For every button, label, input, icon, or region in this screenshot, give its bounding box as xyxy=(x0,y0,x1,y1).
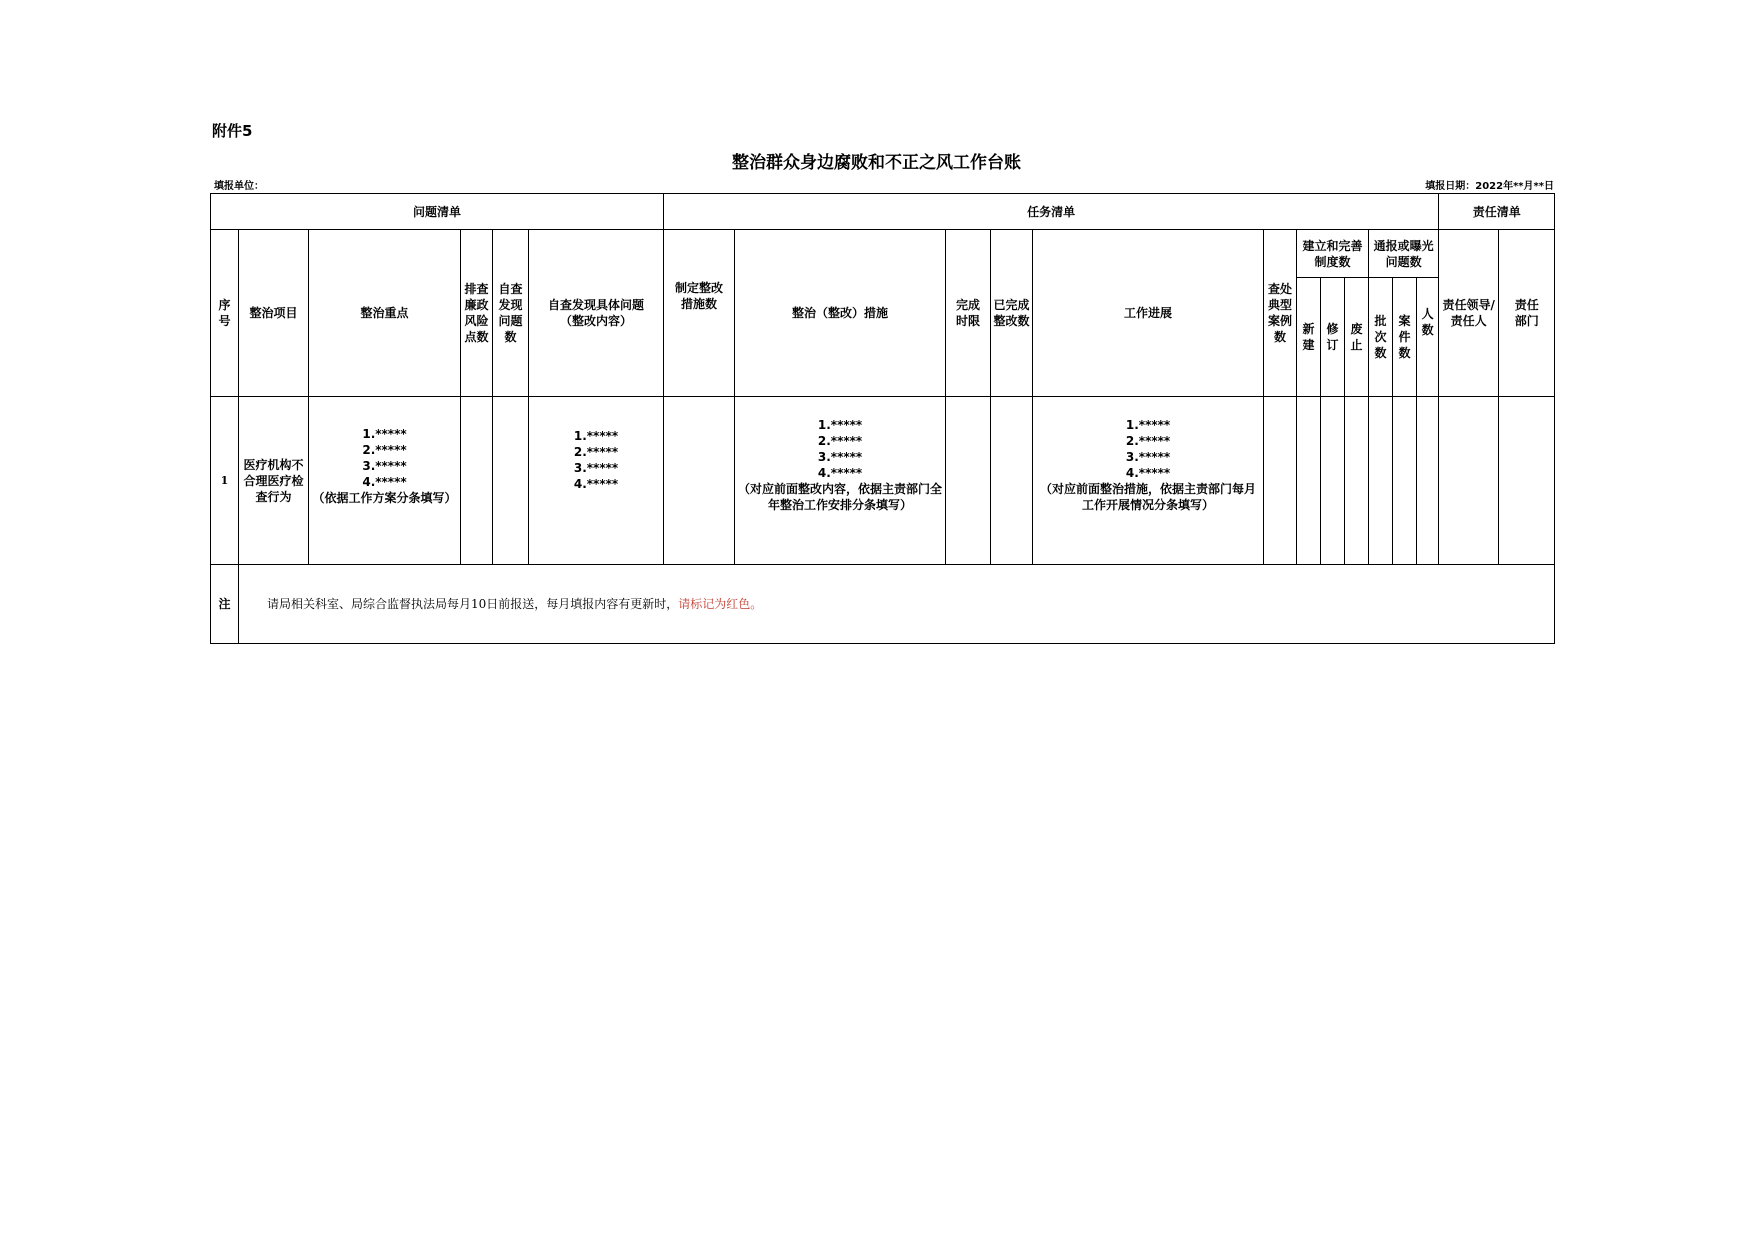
row-report-people xyxy=(1417,397,1439,565)
header-risk-points: 排查 廉政 风险 点数 xyxy=(461,230,493,397)
header-report-cases: 案 件 数 xyxy=(1393,278,1417,397)
header-report-people: 人 数 xyxy=(1417,278,1439,397)
reporting-date-label: 填报日期：2022年**月**日 xyxy=(1425,181,1554,192)
group-task-list: 任务清单 xyxy=(664,194,1439,230)
row-risk-points xyxy=(461,397,493,565)
header-seq: 序 号 xyxy=(211,230,239,397)
row-system-abolished xyxy=(1345,397,1369,565)
group-problem-list: 问题清单 xyxy=(211,194,664,230)
header-focus: 整治重点 xyxy=(309,230,461,397)
note-row xyxy=(211,565,1555,644)
row-deadline xyxy=(946,397,991,565)
note-red-instruction: 请标记为红色。 xyxy=(678,597,763,611)
header-responsible-leader: 责任领导/ 责任人 xyxy=(1439,230,1499,397)
header-system-new: 新 建 xyxy=(1297,278,1321,397)
row-completed-count xyxy=(991,397,1033,565)
row-specific-issues: 1.***** 2.***** 3.***** 4.***** xyxy=(529,397,664,565)
row-responsible-dept xyxy=(1499,397,1555,565)
header-item: 整治项目 xyxy=(239,230,309,397)
header-report-batches: 批 次 数 xyxy=(1369,278,1393,397)
header-measure-count: 制定整改 措施数 xyxy=(664,230,735,397)
row-responsible-leader xyxy=(1439,397,1499,565)
header-measures: 整治（整改）措施 xyxy=(735,230,946,397)
header-typical-cases: 查处 典型 案例 数 xyxy=(1264,230,1297,397)
row-seq: 1 xyxy=(211,397,239,565)
row-item: 医疗机构不 合理医疗检 查行为 xyxy=(239,397,309,565)
header-system-abolished: 废 止 xyxy=(1345,278,1369,397)
header-system-revised: 修 订 xyxy=(1321,278,1345,397)
header-self-check-count: 自查 发现 问题 数 xyxy=(493,230,529,397)
row-measures: 1.***** 2.***** 3.***** 4.***** （对应前面整改内容，依据主责部门全 年整治工作安排分条填写） xyxy=(735,397,946,565)
row-report-cases xyxy=(1393,397,1417,565)
row-report-batches xyxy=(1369,397,1393,565)
annex-label: 附件5 xyxy=(212,122,253,140)
header-specific-issues: 自查发现具体问题 （整改内容） xyxy=(529,230,664,397)
group-header-row xyxy=(211,194,1555,230)
header-completed-count: 已完成 整改数 xyxy=(991,230,1033,397)
header-system-count: 建立和完善 制度数 xyxy=(1297,230,1369,278)
reporting-unit-label: 填报单位： xyxy=(214,181,264,192)
table-row xyxy=(211,397,1555,565)
header-progress: 工作进展 xyxy=(1033,230,1264,397)
header-responsible-dept: 责任 部门 xyxy=(1499,230,1555,397)
header-report-count: 通报或曝光 问题数 xyxy=(1369,230,1439,278)
note-text xyxy=(239,565,1555,644)
ledger-table xyxy=(210,193,1555,644)
row-focus: 1.***** 2.***** 3.***** 4.***** （依据工作方案分条填写） xyxy=(309,397,461,565)
header-deadline: 完成 时限 xyxy=(946,230,991,397)
row-measure-count xyxy=(664,397,735,565)
page-title: 整治群众身边腐败和不正之风工作台账 xyxy=(732,153,1021,173)
note-label: 注 xyxy=(211,565,239,644)
column-header-row xyxy=(211,230,1555,278)
row-self-check-count xyxy=(493,397,529,565)
group-responsibility-list: 责任清单 xyxy=(1439,194,1555,230)
row-system-new xyxy=(1297,397,1321,565)
note-instruction: 请局相关科室、局综合监督执法局每月10日前报送，每月填报内容有更新时， xyxy=(267,597,679,611)
row-typical-cases xyxy=(1264,397,1297,565)
row-progress: 1.***** 2.***** 3.***** 4.***** （对应前面整治措施，依据主责部门每月 工作开展情况分条填写） xyxy=(1033,397,1264,565)
row-system-revised xyxy=(1321,397,1345,565)
